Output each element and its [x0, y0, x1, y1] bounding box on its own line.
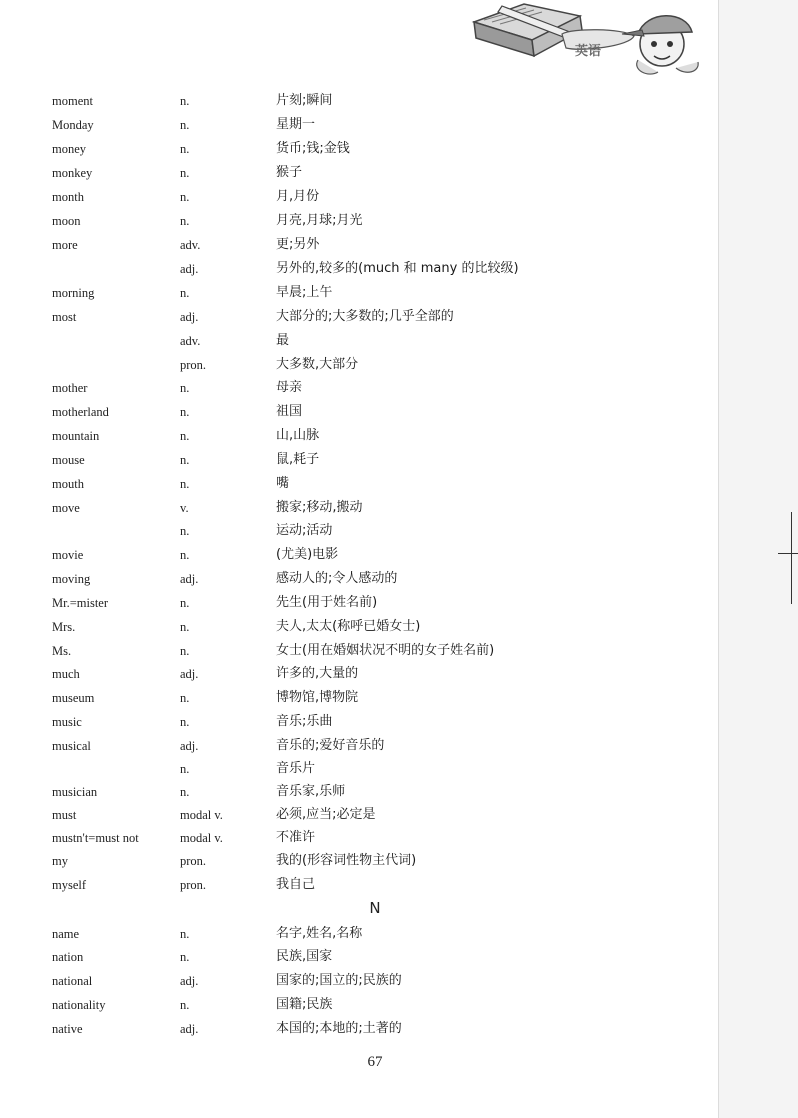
entry-meaning: 更;另外 [276, 237, 320, 252]
entry-part-of-speech: n. [180, 691, 190, 705]
entry-word: Monday [52, 118, 94, 132]
entry-meaning: 大多数,大部分 [276, 357, 359, 372]
entry-part-of-speech: n. [180, 596, 190, 610]
entry-meaning: 祖国 [276, 404, 303, 419]
entry-part-of-speech: pron. [180, 854, 207, 868]
vocab-entry [0, 137, 718, 161]
entry-part-of-speech: n. [180, 166, 190, 180]
entry-meaning: 国籍;民族 [276, 997, 333, 1012]
entry-word: myself [52, 878, 87, 892]
entry-meaning: 必须,应当;必定是 [276, 807, 376, 822]
entry-part-of-speech: adv. [180, 238, 201, 252]
entry-word: museum [52, 691, 95, 705]
entry-part-of-speech: n. [180, 381, 190, 395]
entry-word: my [52, 854, 68, 868]
entry-meaning: 名字,姓名,名称 [276, 926, 363, 941]
entry-meaning: 国家的;国立的;民族的 [276, 973, 402, 988]
vocab-entry [0, 873, 718, 897]
entry-word: nationality [52, 998, 106, 1012]
entry-part-of-speech: n. [180, 190, 190, 204]
entry-part-of-speech: modal v. [180, 808, 223, 822]
entry-part-of-speech: adj. [180, 667, 199, 681]
vocab-entry [0, 567, 718, 591]
entry-meaning: 月亮,月球;月光 [276, 213, 363, 228]
entry-word: money [52, 142, 87, 156]
entry-word: mustn't=must not [52, 831, 139, 845]
entry-part-of-speech: n. [180, 548, 190, 562]
entry-word: morning [52, 286, 95, 300]
vocab-entry [0, 233, 718, 257]
vocab-entry [0, 662, 718, 686]
entry-meaning: 女士(用在婚姻状况不明的女子姓名前) [276, 643, 495, 658]
entry-meaning: 民族,国家 [276, 949, 333, 964]
vocab-entry [0, 826, 718, 850]
vocab-entry [0, 780, 718, 804]
entry-part-of-speech: pron. [180, 878, 207, 892]
entry-word: monkey [52, 166, 93, 180]
entry-part-of-speech: n. [180, 477, 190, 491]
entry-word: moon [52, 214, 81, 228]
entry-word: moving [52, 572, 91, 586]
vocab-entry [0, 305, 718, 329]
entry-meaning: 音乐家,乐师 [276, 784, 346, 799]
entry-word: Mrs. [52, 620, 76, 634]
vocab-entry [0, 710, 718, 734]
entry-word: must [52, 808, 77, 822]
entry-part-of-speech: n. [180, 785, 190, 799]
vocab-entry [0, 281, 718, 305]
entry-part-of-speech: n. [180, 950, 190, 964]
entry-meaning: 猴子 [276, 165, 303, 180]
entry-meaning: 我的(形容词性物主代词) [276, 853, 417, 868]
entry-word: Ms. [52, 644, 72, 658]
entry-part-of-speech: n. [180, 142, 190, 156]
vocab-entry [0, 543, 718, 567]
vocab-entry [0, 945, 718, 969]
entry-meaning: 另外的,较多的(much 和 many 的比较级) [276, 261, 519, 276]
entry-part-of-speech: n. [180, 94, 190, 108]
entry-word: musician [52, 785, 98, 799]
entry-part-of-speech: modal v. [180, 831, 223, 845]
vocab-entry [0, 89, 718, 113]
entry-meaning: 星期一 [276, 117, 316, 132]
vocab-entry [0, 448, 718, 472]
entry-word: nation [52, 950, 84, 964]
entry-meaning: (尤美)电影 [276, 547, 339, 562]
entry-word: motherland [52, 405, 109, 419]
entry-part-of-speech: adj. [180, 1022, 199, 1036]
crop-mark-vertical [791, 512, 792, 604]
entry-meaning: 音乐的;爱好音乐的 [276, 738, 385, 753]
vocab-entry [0, 803, 718, 827]
entry-part-of-speech: n. [180, 524, 190, 538]
entry-meaning: 音乐;乐曲 [276, 714, 333, 729]
vocab-entry [0, 591, 718, 615]
entry-meaning: 许多的,大量的 [276, 666, 359, 681]
vocab-entry [0, 329, 718, 353]
entry-meaning: 嘴 [276, 476, 290, 491]
entry-word: more [52, 238, 78, 252]
header-emblem [462, 0, 712, 82]
entry-word: month [52, 190, 84, 204]
entry-meaning: 大部分的;大多数的;几乎全部的 [276, 309, 454, 324]
vocab-entry [0, 113, 718, 137]
entry-part-of-speech: n. [180, 286, 190, 300]
entry-meaning: 不准许 [276, 830, 316, 845]
entry-part-of-speech: n. [180, 927, 190, 941]
entry-meaning: 音乐片 [276, 761, 316, 776]
entry-meaning: 搬家;移动,搬动 [276, 500, 363, 515]
vocab-entry [0, 161, 718, 185]
vocab-entry [0, 376, 718, 400]
entry-word: name [52, 927, 80, 941]
entry-part-of-speech: n. [180, 998, 190, 1012]
vocab-entry [0, 734, 718, 758]
entry-meaning: 货币;钱;金钱 [276, 141, 350, 156]
entry-meaning: 月,月份 [276, 189, 320, 204]
entry-word: native [52, 1022, 83, 1036]
entry-meaning: 早晨;上午 [276, 285, 333, 300]
entry-part-of-speech: n. [180, 453, 190, 467]
entry-part-of-speech: n. [180, 405, 190, 419]
entry-part-of-speech: n. [180, 644, 190, 658]
entry-part-of-speech: adj. [180, 310, 199, 324]
entry-word: much [52, 667, 80, 681]
entry-meaning: 博物馆,博物院 [276, 690, 359, 705]
entry-meaning: 运动;活动 [276, 523, 333, 538]
entry-meaning: 夫人,太太(称呼已婚女士) [276, 619, 421, 634]
vocab-entry [0, 686, 718, 710]
entry-word: moment [52, 94, 93, 108]
entry-word: musical [52, 739, 91, 753]
entry-word: move [52, 501, 80, 515]
entry-meaning: 片刻;瞬间 [276, 93, 333, 108]
entry-part-of-speech: pron. [180, 358, 207, 372]
page-margin-strip [718, 0, 798, 1118]
vocab-entry [0, 1017, 718, 1041]
entry-meaning: 我自己 [276, 877, 316, 892]
entry-part-of-speech: n. [180, 214, 190, 228]
entry-word: mother [52, 381, 88, 395]
entry-word: music [52, 715, 82, 729]
entry-part-of-speech: n. [180, 762, 190, 776]
vocab-entry [0, 757, 718, 781]
entry-word: national [52, 974, 93, 988]
vocab-entry [0, 400, 718, 424]
entry-meaning: 先生(用于姓名前) [276, 595, 378, 610]
entry-meaning: 母亲 [276, 380, 303, 395]
vocab-entry [0, 209, 718, 233]
vocab-entry [0, 969, 718, 993]
vocab-entry [0, 257, 718, 281]
entry-part-of-speech: n. [180, 620, 190, 634]
entry-part-of-speech: adj. [180, 974, 199, 988]
entry-part-of-speech: adj. [180, 739, 199, 753]
page-number: 67 [367, 1054, 383, 1070]
entry-word: Mr.=mister [52, 596, 109, 610]
entry-part-of-speech: n. [180, 715, 190, 729]
section-heading-n: N [369, 899, 381, 917]
entry-part-of-speech: adj. [180, 572, 199, 586]
entry-word: movie [52, 548, 84, 562]
emblem-label: 英语 [575, 44, 602, 59]
entry-meaning: 最 [276, 333, 290, 348]
entry-word: mountain [52, 429, 100, 443]
vocab-entry [0, 849, 718, 873]
vocab-entry [0, 615, 718, 639]
entry-meaning: 鼠,耗子 [276, 452, 320, 467]
vocab-entry [0, 472, 718, 496]
entry-meaning: 本国的;本地的;土著的 [276, 1021, 402, 1036]
entry-part-of-speech: adv. [180, 334, 201, 348]
entry-word: mouth [52, 477, 84, 491]
entry-meaning: 山,山脉 [276, 428, 320, 443]
entry-meaning: 感动人的;令人感动的 [276, 571, 398, 586]
vocab-entry [0, 639, 718, 663]
entry-word: most [52, 310, 77, 324]
crop-mark-horizontal [778, 553, 798, 554]
vocab-entry [0, 519, 718, 543]
entry-part-of-speech: n. [180, 118, 190, 132]
entry-word: mouse [52, 453, 85, 467]
entry-part-of-speech: v. [180, 501, 189, 515]
vocab-entry [0, 496, 718, 520]
vocab-entry [0, 922, 718, 946]
vocab-entry [0, 185, 718, 209]
entry-part-of-speech: n. [180, 429, 190, 443]
entry-part-of-speech: adj. [180, 262, 199, 276]
vocab-entry [0, 424, 718, 448]
vocab-entry [0, 993, 718, 1017]
vocab-entry [0, 353, 718, 377]
